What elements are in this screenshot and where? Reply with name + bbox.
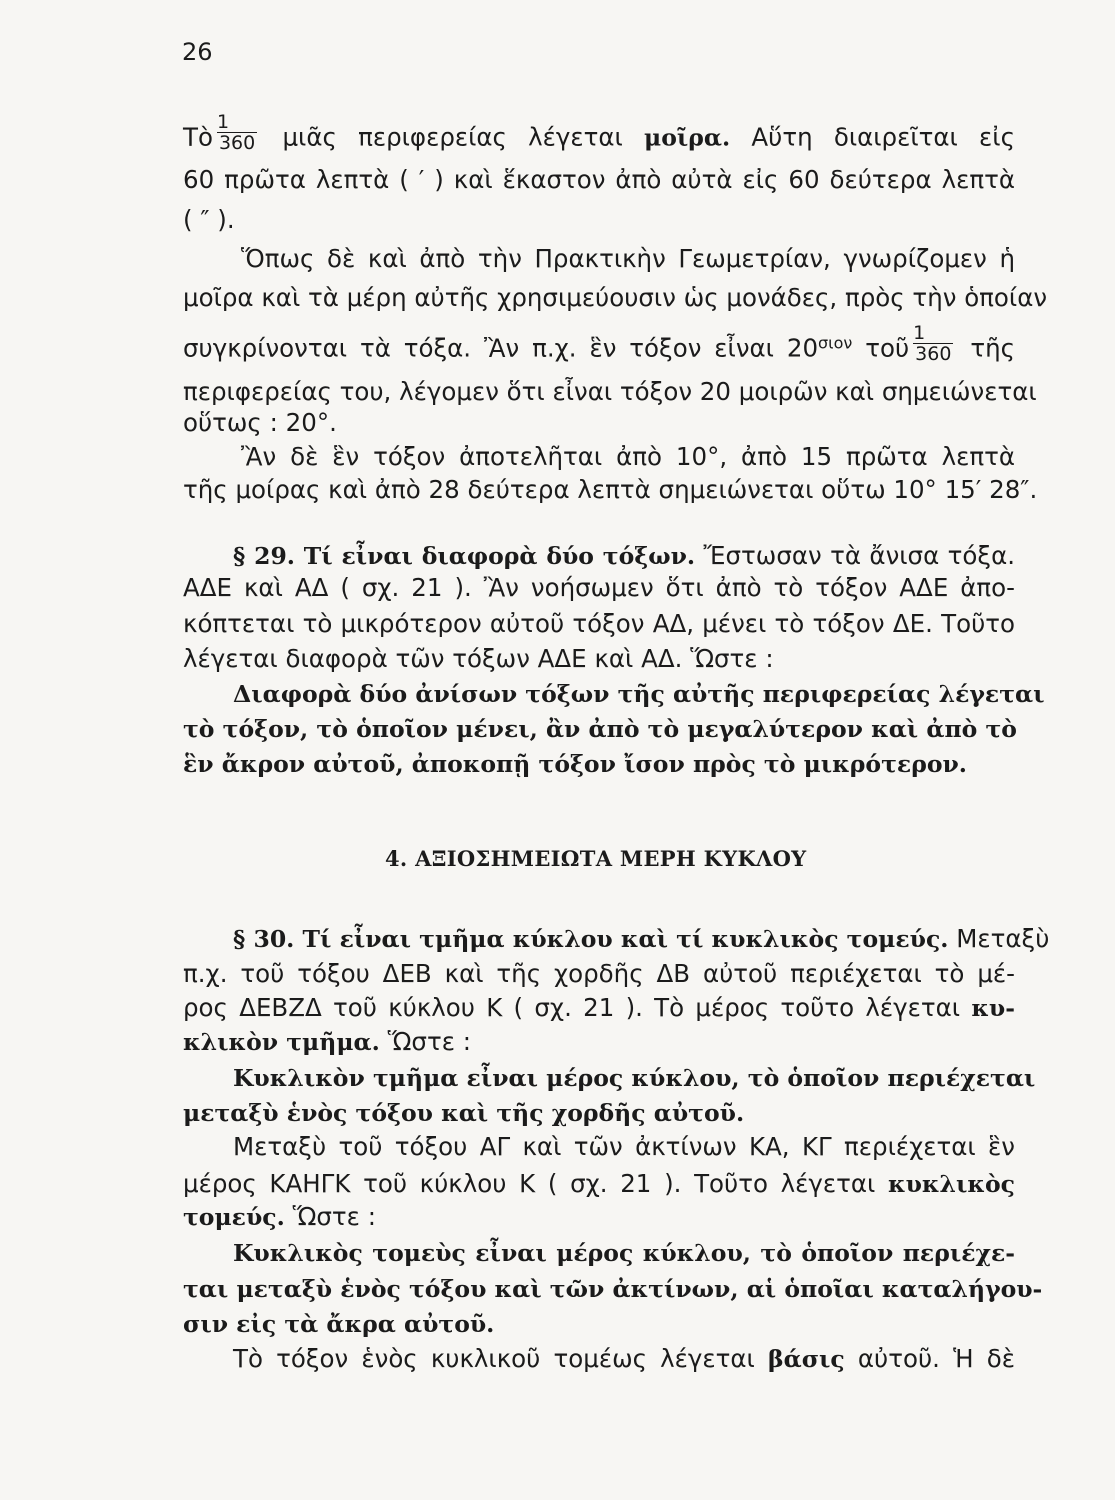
text-line: [183, 1026, 1015, 1058]
fraction: [217, 112, 257, 153]
definition-line: ἓν ἄκρον αὐτοῦ, ἀποκοπῇ τόξον ἴσον πρὸς τὸ μικρότερον.: [183, 750, 967, 778]
fraction: [913, 323, 953, 364]
term-bold: κυκλικὸς: [888, 1170, 1015, 1198]
text-line: [183, 322, 1016, 370]
text-line: ΑΔΕ καὶ ΑΔ ( σχ. 21 ). Ἂν νοήσωμεν ὅτι ἀπὸ τὸ τόξον ΑΔΕ ἀπο-: [183, 573, 1015, 602]
text-span: αὐτοῦ. Ἡ δὲ: [857, 1344, 1015, 1373]
superscript: σιον: [818, 333, 853, 353]
chapter-heading: 4. ΑΞΙΟΣΗΜΕΙΩΤΑ ΜΕΡΗ ΚΥΚΛΟΥ: [385, 846, 807, 871]
text-span: Τὸ τόξον ἑνὸς κυκλικοῦ τομέως λέγεται: [233, 1344, 755, 1373]
text-line: οὕτως : 20°.: [183, 408, 337, 437]
term-bold: τομεύς.: [183, 1203, 285, 1231]
text-line: Μεταξὺ τοῦ τόξου ΑΓ καὶ τῶν ἀκτίνων ΚΑ, ΚΓ περιέχεται ἓν: [233, 1132, 1015, 1161]
text-span: Ἔστωσαν τὰ ἄνισα τόξα.: [703, 541, 1016, 570]
section-title-bold: § 29. Τί εἶναι διαφορὰ δύο τόξων.: [233, 542, 696, 570]
definition-line: ται μεταξὺ ἑνὸς τόξου καὶ τῶν ἀκτίνων, αἱ ὁποῖαι καταλήγου-: [183, 1275, 1043, 1303]
text-span: τοῦ: [865, 333, 910, 363]
definition-line: Κυκλικὸς τομεὺς εἶναι μέρος κύκλου, τὸ ὁποῖον περιέχε-: [233, 1239, 1015, 1267]
text-line: τῆς μοίρας καὶ ἀπὸ 28 δεύτερα λεπτὰ σημειώνεται οὕτω 10° 15′ 28″.: [183, 475, 1038, 504]
term-bold: κυ-: [971, 994, 1015, 1022]
section-29-title-line: [233, 540, 1015, 572]
text-line: περιφερείας του, λέγομεν ὅτι εἶναι τόξον 20 μοιρῶν καὶ σημειώνεται: [183, 377, 1037, 406]
term-bold: βάσις: [768, 1345, 845, 1373]
definition-line: τὸ τόξον, τὸ ὁποῖον μένει, ἂν ἀπὸ τὸ μεγαλύτερον καὶ ἀπὸ τὸ: [183, 715, 1017, 743]
term-bold: κλικὸν τμῆμα.: [183, 1028, 380, 1056]
definition-line: Κυκλικὸν τμῆμα εἶναι μέρος κύκλου, τὸ ὁποῖον περιέχεται: [233, 1064, 1036, 1092]
text-line: κόπτεται τὸ μικρότερον αὐτοῦ τόξον ΑΔ, μένει τὸ τόξον ΔΕ. Τοῦτο: [183, 609, 1015, 638]
text-line: λέγεται διαφορὰ τῶν τόξων ΑΔΕ καὶ ΑΔ. Ὥστε :: [183, 644, 774, 673]
text-line: Ἂν δὲ ἓν τόξον ἀποτελῆται ἀπὸ 10°, ἀπὸ 15 πρῶτα λεπτὰ: [241, 442, 1015, 471]
text-span: μέρος ΚΑΗΓΚ τοῦ κύκλου Κ ( σχ. 21 ). Τοῦτο λέγεται: [183, 1169, 876, 1198]
section-title-bold: § 30. Τί εἶναι τμῆμα κύκλου καὶ τί κυκλικὸς τομεύς.: [233, 925, 949, 953]
text-span: Τὸ: [183, 122, 213, 152]
text-line: ( ″ ).: [183, 205, 235, 234]
text-span: Ὥστε :: [292, 1202, 376, 1231]
text-line: 60 πρῶτα λεπτὰ ( ′ ) καὶ ἕκαστον ἀπὸ αὐτὰ εἰς 60 δεύτερα λεπτὰ: [183, 165, 1015, 194]
text-span: ρος ΔΕΒΖΔ τοῦ κύκλου Κ ( σχ. 21 ). Τὸ μέρος τοῦτο λέγεται: [183, 993, 961, 1022]
text-span: Μεταξὺ: [956, 924, 1050, 953]
page-number: 26: [182, 38, 213, 66]
text-span: Ὥστε :: [387, 1027, 471, 1056]
term-bold: μοῖρα.: [644, 123, 731, 152]
definition-line: Διαφορὰ δύο ἀνίσων τόξων τῆς αὐτῆς περιφερείας λέγεται: [233, 680, 1045, 708]
definition-line: μεταξὺ ἑνὸς τόξου καὶ τῆς χορδῆς αὐτοῦ.: [183, 1099, 745, 1127]
fraction-denominator: 360: [915, 343, 952, 365]
fraction-denominator: 360: [218, 132, 256, 154]
text-line: [183, 1201, 1015, 1233]
text-line: μοῖρα καὶ τὰ μέρη αὐτῆς χρησιμεύουσιν ὡς μονάδες, πρὸς τὴν ὁποίαν: [183, 283, 1048, 312]
text-span: μιᾶς περιφερείας λέγεται: [282, 122, 623, 152]
definition-line: σιν εἰς τὰ ἄκρα αὐτοῦ.: [183, 1310, 495, 1338]
fraction-numerator: 1: [913, 322, 926, 344]
text-line: Ὅπως δὲ καὶ ἀπὸ τὴν Πρακτικὴν Γεωμετρίαν, γνωρίζομεν ἡ: [241, 244, 1015, 273]
text-line: π.χ. τοῦ τόξου ΔΕΒ καὶ τῆς χορδῆς ΔΒ αὐτοῦ περιέχεται τὸ μέ-: [183, 959, 1015, 988]
text-line: [183, 1168, 1015, 1200]
text-line: [183, 992, 1015, 1024]
section-30-title-line: [233, 923, 1050, 955]
text-span: τῆς: [970, 333, 1016, 363]
text-span: Αὕτη διαιρεῖται εἰς: [751, 122, 1015, 152]
fraction-numerator: 1: [216, 111, 230, 133]
text-line: [183, 111, 1015, 159]
text-line: [233, 1343, 1015, 1375]
text-span: συγκρίνονται τὰ τόξα. Ἂν π.χ. ἓν τόξον εἶναι 20: [183, 333, 819, 363]
